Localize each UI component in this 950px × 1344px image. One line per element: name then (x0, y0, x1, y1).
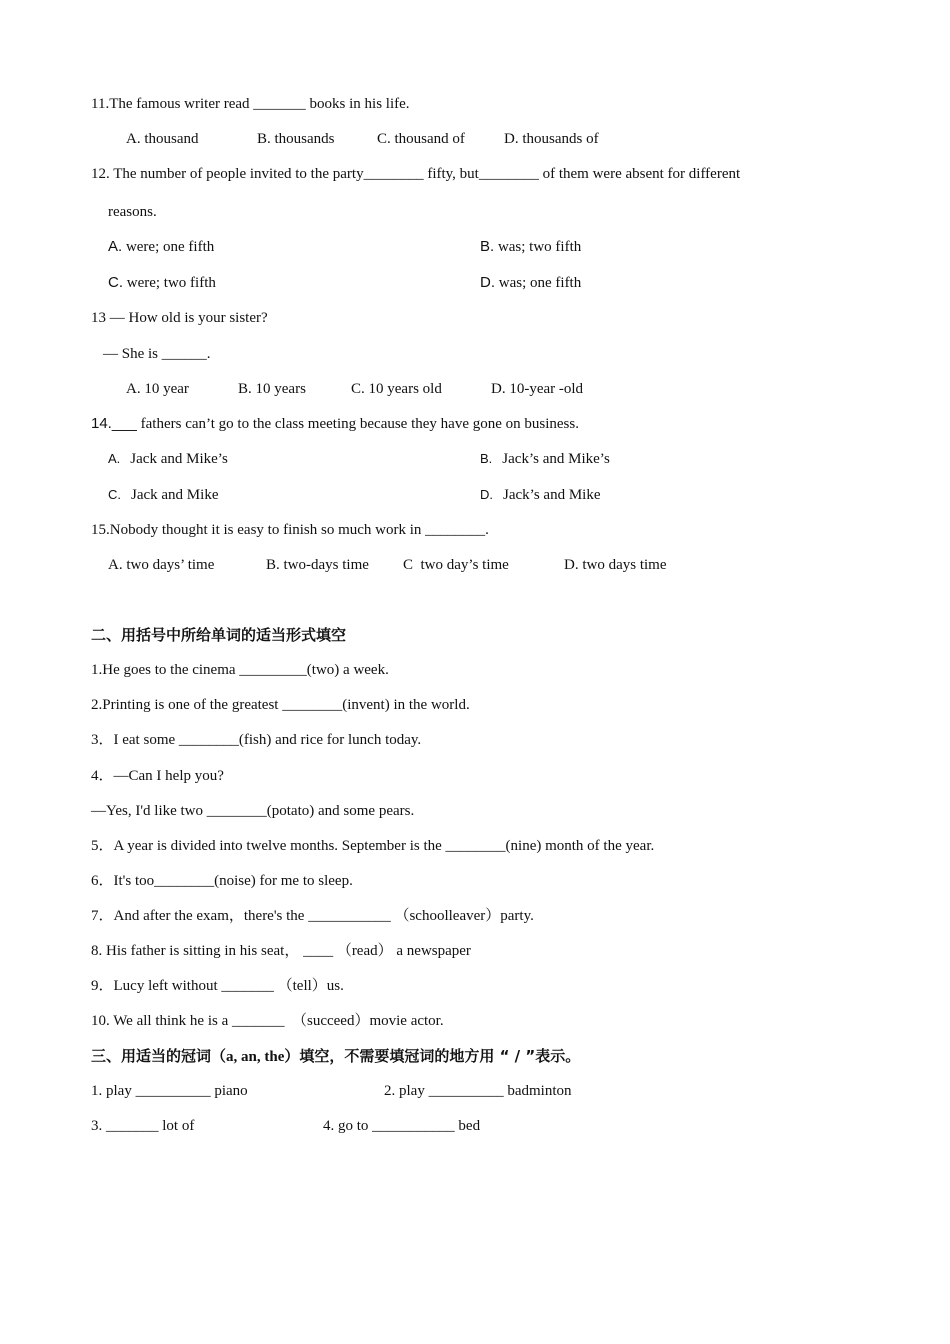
q14-option-c (108, 485, 218, 505)
fill-item-6: 6．It's too________(noise) for me to sleep. (91, 873, 353, 889)
q15-option-a: A. two days’ time (108, 557, 215, 573)
q14-option-c-text: Jack and Mike (131, 487, 219, 503)
fill-item-2-post: (invent) in the world. (342, 697, 470, 713)
q15-option-d: D. two days time (564, 557, 667, 573)
q12-option-d-text: was; one fifth (495, 275, 582, 291)
q13-option-b: B. 10 years (238, 381, 306, 397)
question-15-stem: 15.Nobody thought it is easy to finish so much work in ________. (91, 522, 489, 538)
question-14-stem (91, 414, 579, 434)
q14-option-b-text: Jack’s and Mike’s (502, 451, 610, 467)
q14-blank: ___ (111, 415, 137, 432)
q14-number: 14. (91, 415, 112, 432)
q14-option-b-letter: B. (480, 451, 493, 466)
question-12-stem: 12. The number of people invited to the party________ fifty, but________ of them were absent for different (91, 166, 741, 182)
q11-option-d: D. thousands of (504, 131, 599, 147)
question-13-answer-line: — She is ______. (103, 346, 211, 362)
q11-option-b: B. thousands (257, 131, 335, 147)
fill-item-1-blank: _________ (239, 662, 307, 678)
q12-option-c-letter: C. (108, 274, 123, 291)
article-item-1: 1. play __________ piano (91, 1083, 248, 1099)
fill-item-5: 5．A year is divided into twelve months. September is the ________(nine) month of the year. (91, 838, 655, 854)
q12-option-b-letter: B. (480, 238, 495, 255)
q12-option-b-text: was; two fifth (494, 239, 582, 255)
fill-item-2-pre: 2.Printing is one of the greatest (91, 697, 283, 713)
q12-option-c (108, 273, 216, 293)
section-3-heading-articles: a, an, the (226, 1049, 285, 1065)
q14-option-a-letter: A. (108, 451, 121, 466)
article-item-4: 4. go to ___________ bed (323, 1118, 481, 1134)
section-3-heading-post: ）填空，不需要填冠词的地方用 “ / ”表示。 (284, 1047, 581, 1065)
fill-item-8: 8. His father is sitting in his seat， ____ （read） a newspaper (91, 943, 471, 959)
q12-option-c-text: were; two fifth (123, 275, 216, 291)
q12-option-a (108, 237, 214, 257)
q14-option-a (108, 449, 228, 469)
q12-option-a-letter: A. (108, 238, 123, 255)
question-11-stem: 11.The famous writer read _______ books in his life. (91, 96, 410, 112)
q13-option-c: C. 10 years old (351, 381, 442, 397)
section-3-heading (91, 1046, 580, 1067)
q14-stem-rest: fathers can’t go to the class meeting because they have gone on business. (136, 416, 579, 432)
q14-option-b (480, 449, 610, 469)
section-3-heading-pre: 三、用适当的冠词（ (91, 1047, 227, 1065)
q12-option-d (480, 273, 581, 293)
q13-option-d: D. 10-year -old (491, 381, 584, 397)
q12-option-a-text: were; one fifth (122, 239, 215, 255)
fill-item-4-answer: —Yes, I'd like two ________(potato) and some pears. (91, 803, 415, 819)
section-2-heading: 二、用括号中所给单词的适当形式填空 (91, 626, 347, 644)
fill-item-7: 7．And after the exam，there's the ___________ （schoolleaver）party. (91, 908, 534, 924)
q11-option-c: C. thousand of (377, 131, 465, 147)
fill-item-9: 9．Lucy left without _______ （tell）us. (91, 978, 344, 994)
q14-option-d-text: Jack’s and Mike (503, 487, 601, 503)
q13-option-a: A. 10 year (126, 381, 189, 397)
q14-option-c-letter: C. (108, 487, 121, 502)
fill-item-1-post: (two) a week. (306, 662, 389, 678)
q14-option-a-text: Jack and Mike’s (130, 451, 228, 467)
fill-item-2 (91, 695, 470, 715)
q12-option-b (480, 237, 581, 257)
q12-option-d-letter: D. (480, 274, 495, 291)
fill-item-10: 10. We all think he is a _______ （succeed）movie actor. (91, 1013, 444, 1029)
question-13-stem: 13 — How old is your sister? (91, 310, 268, 326)
question-12-stem-cont: reasons. (108, 204, 157, 220)
q14-option-d (480, 485, 600, 505)
q15-option-b: B. two-days time (266, 557, 369, 573)
article-item-3: 3. _______ lot of (91, 1118, 195, 1134)
fill-item-3: 3．I eat some ________(fish) and rice for lunch today. (91, 732, 422, 748)
q14-option-d-letter: D. (480, 487, 493, 502)
q11-option-a: A. thousand (126, 131, 199, 147)
fill-item-1-pre: 1.He goes to the cinema (91, 662, 240, 678)
fill-item-1 (91, 660, 389, 680)
article-item-2: 2. play __________ badminton (384, 1083, 572, 1099)
fill-item-4: 4．—Can I help you? (91, 768, 224, 784)
q15-option-c: C two day’s time (403, 557, 509, 573)
fill-item-2-blank: ________ (282, 697, 343, 713)
